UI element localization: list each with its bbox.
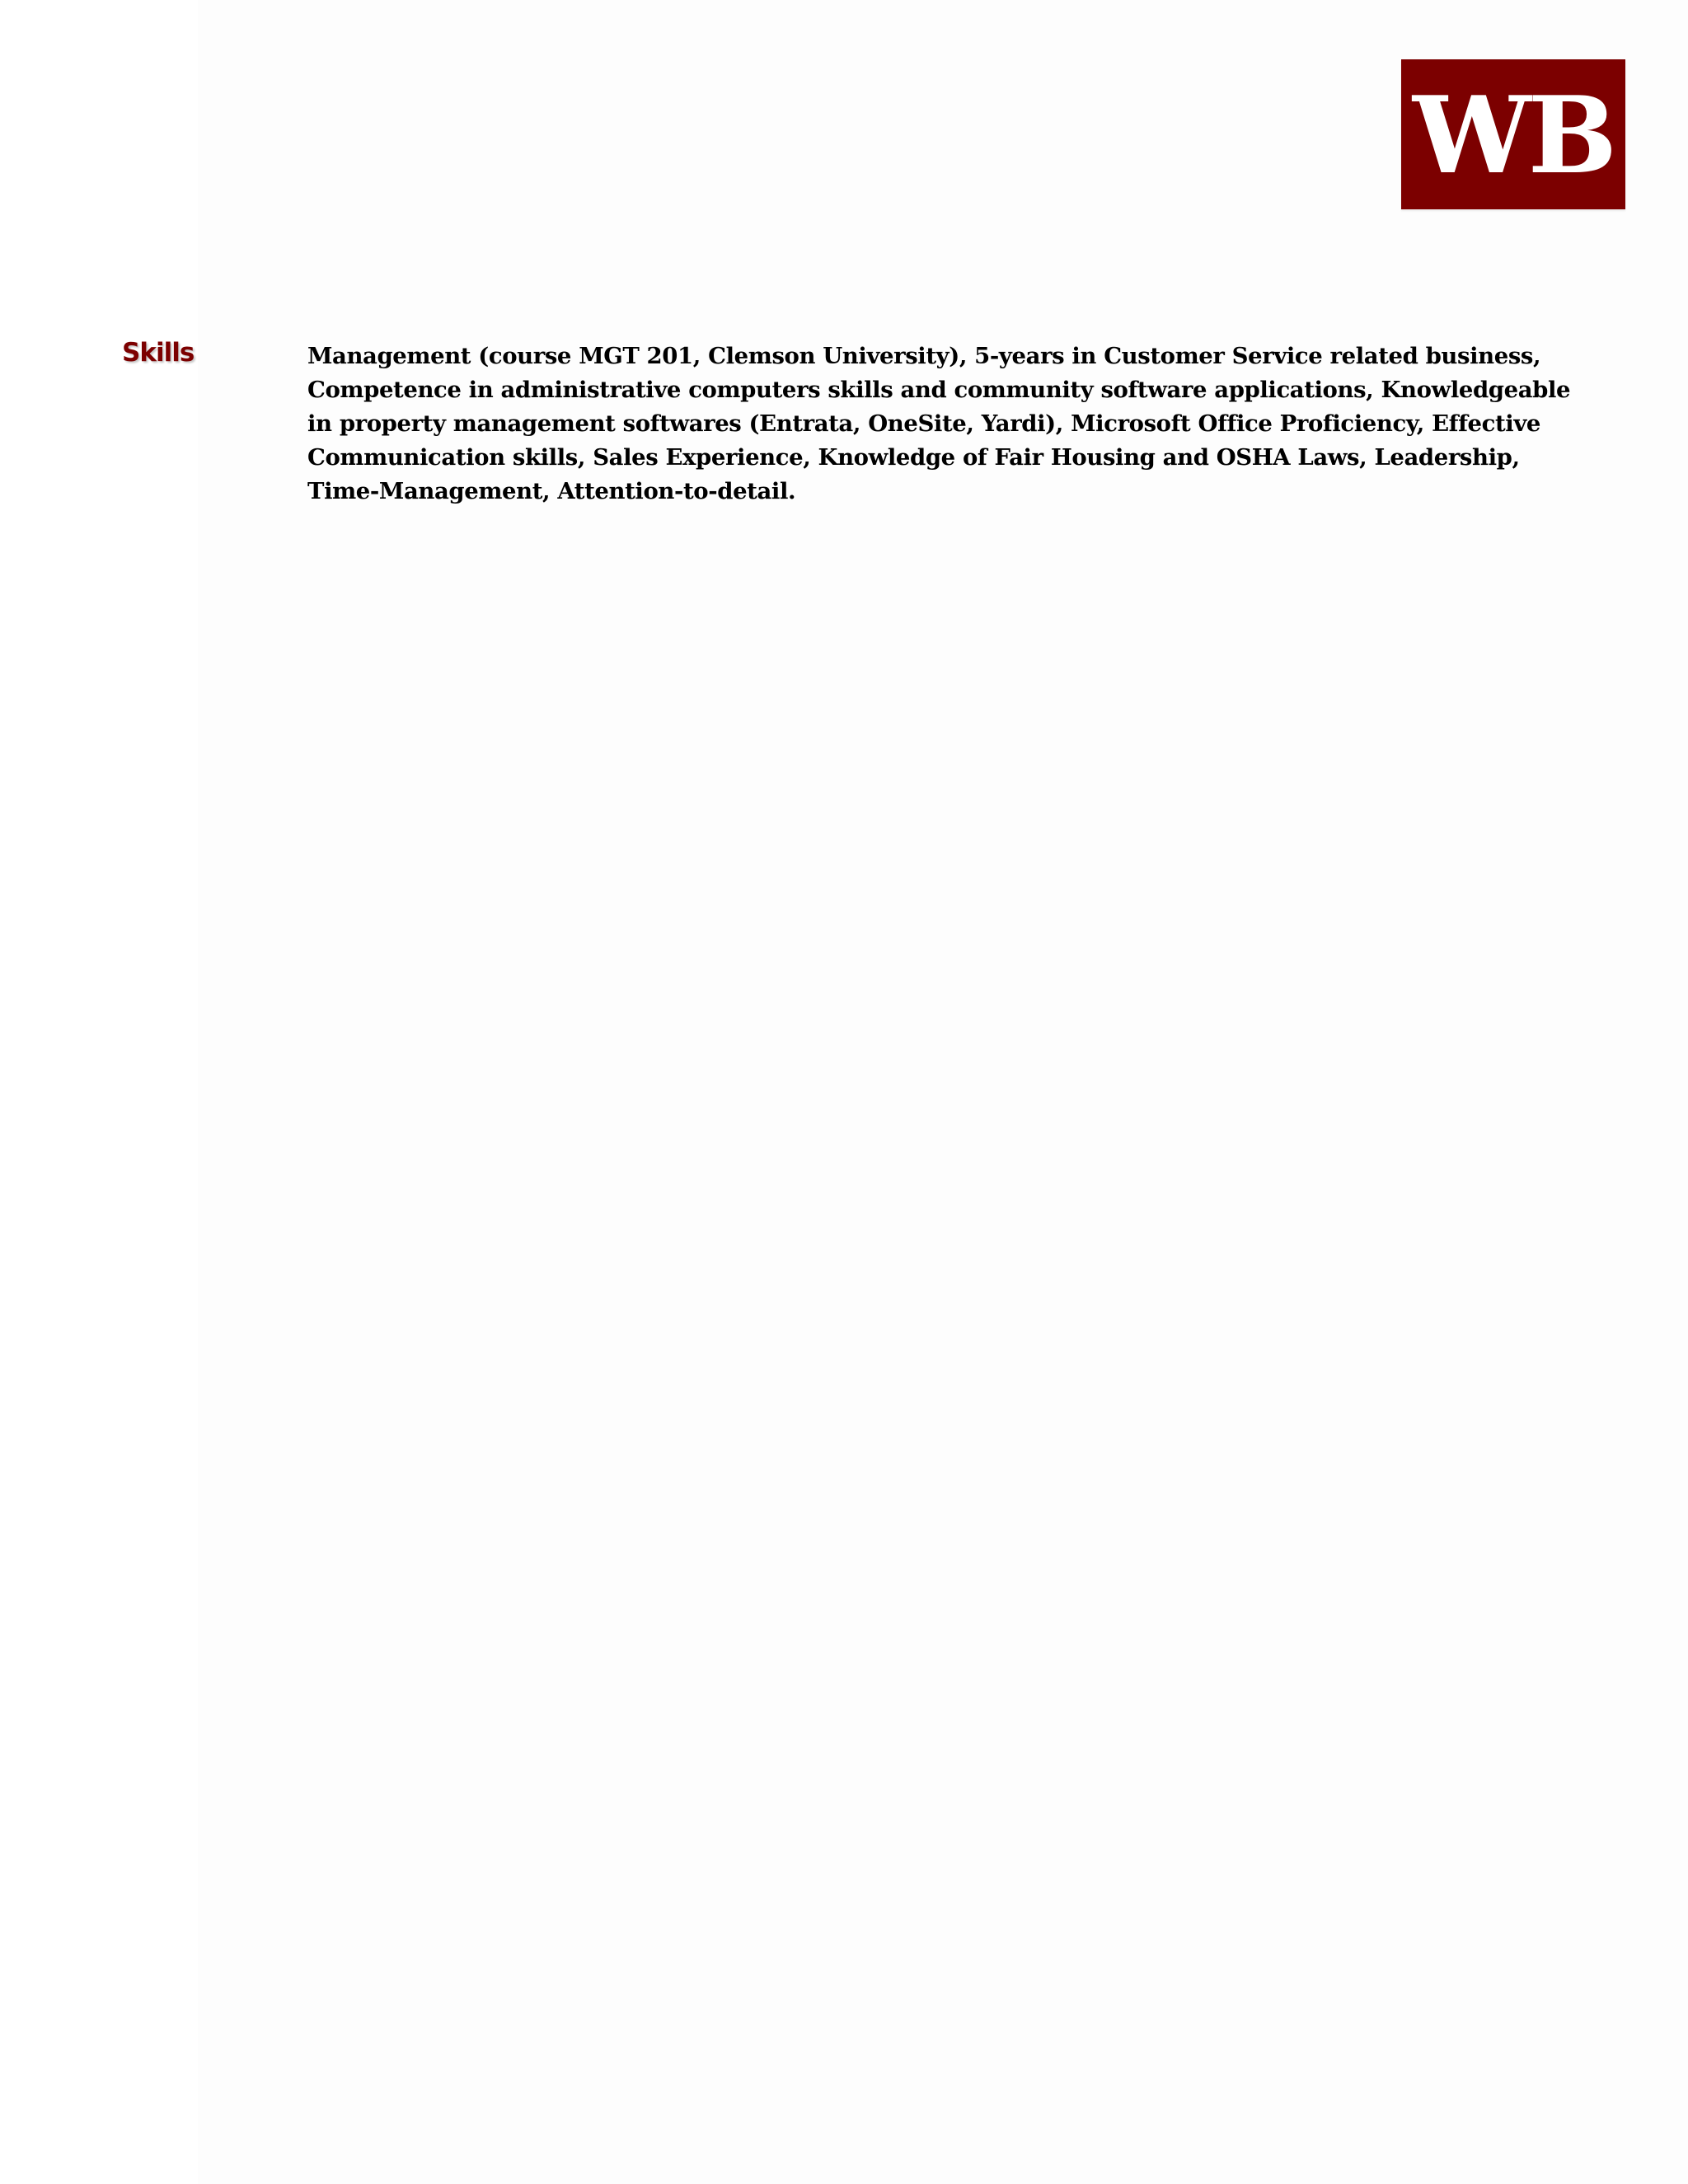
page-shade — [198, 0, 1688, 2184]
monogram-text: WB — [1413, 74, 1614, 198]
skills-heading: Skills — [122, 338, 195, 368]
monogram-logo — [1401, 59, 1625, 209]
skills-text: Management (course MGT 201, Clemson University), 5-years in Customer Service related business, Competence in administrative computers skills and community software applications, Knowledgeable in property management softwares (Entrata, OneSite, Yardi), Microsoft Office Proficiency, Effective Communication skills, Sales Experience, Knowledge of Fair Housing and OSHA Laws, Leadership, Time-Management, Attention-to-detail. — [307, 343, 1571, 504]
